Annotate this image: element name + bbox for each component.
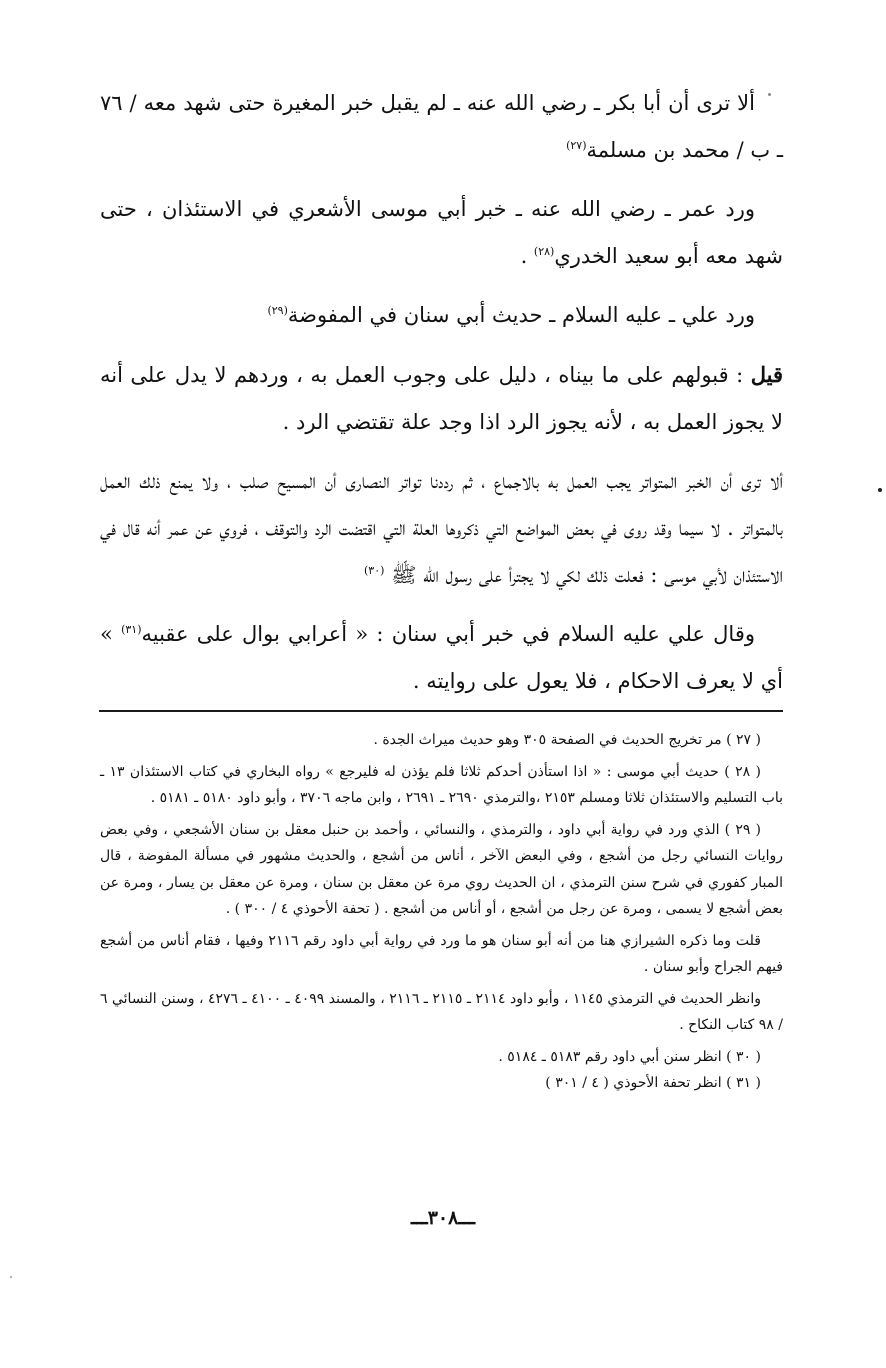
footnote-28: ( ٢٨ ) حديث أبي موسى : « اذا استأذن أحدكم ثلاثا فلم يؤذن له فليرجع » رواه البخاري في كتاب الاستئذان ١٣ ـ باب التسليم والاستئذان ثلاثا ومسلم ٢١٥٣ ،والترمذي ٢٦٩٠ ـ ٢٦٩١ ، وابن ماجه ٣٧٠٦ ، وأبو داود ٥١٨٠ ـ ٥١٨١ . [100, 763, 783, 806]
paragraph-abu-sinan: وقال علي عليه السلام في خبر أبي سنان : « أعرابي بوال على عقبيه$^{(٣١)}$ » أي لا يعرف الاحكام ، فلا يعول على روايته . [100, 622, 783, 693]
main-text [100, 80, 783, 717]
footnote-ref-31: (٣١) [121, 623, 142, 636]
paragraph-abu-bakr: ألا ترى أن أبا بكر ـ رضي الله عنه ـ لم يقبل خبر المغيرة حتى شهد معه / ٧٦ ـ ب / محمد بن مسلمة$^{(٢٧)}$ [100, 91, 783, 162]
term-qila: قيل [750, 362, 783, 387]
page-number: ـــ٣٠٨ـــ [410, 1207, 476, 1229]
paragraph-qila: قيل : قبولهم على ما بيناه ، دليل على وجوب العمل به ، وردهم لا يدل على أنه لا يجوز العمل به ، لأنه يجوز الرد اذا وجد علة تقتضي الرد . [100, 362, 783, 434]
footnote-27: ( ٢٧ ) مر تخريج الحديث في الصفحة ٣٠٥ وهو حديث ميراث الجدة . [373, 732, 761, 748]
paragraph-mutawatir: ألا ترى أن الخبر المتواتر يجب العمل به بالاجماع ، ثم رددنا تواتر النصارى أن المسيح صلب ، ولا يمنع ذلك العمل بالمتواتر . لا سيما وقد روى في بعض المواضع التي ذكروها العلة التي اقتضت الرد والتوقف ، فروي عن عمر أنه قال في الاستئذان لأبي موسى : فعلت ذلك لكي لا يجترأ على رسول الله ﷺ $^{(٣٠)}$ [100, 469, 783, 587]
footnote-ref-30: (٣٠) [363, 564, 385, 577]
footnote-29-references: وانظر الحديث في الترمذي ١١٤٥ ، وأبو داود ٢١١٤ ـ ٢١١٥ ـ ٢١١٦ ، والمسند ٤٠٩٩ ـ ٤١٠٠ ـ ٤٢٧٦ ، وسنن النسائي ٦ / ٩٨ كتاب النكاح . [100, 990, 783, 1033]
scan-speck [10, 1276, 12, 1278]
scan-speck [768, 93, 771, 96]
footnote-ref-29: (٢٩) [267, 304, 288, 317]
footnote-30: ( ٣٠ ) انظر سنن أبي داود رقم ٥١٨٣ ـ ٥١٨٤ . [498, 1048, 761, 1065]
footnote-separator [99, 710, 783, 712]
footnote-29-comment: قلت وما ذكره الشيرازي هنا من أنه أبو سنان هو ما ورد في رواية أبي داود رقم ٢١١٦ وفيها ، فقام أناس من أشجع فيهم الجراح وأبو سنان . [100, 932, 783, 975]
scan-speck [878, 488, 882, 492]
footnotes [100, 727, 783, 1097]
footnote-29: ( ٢٩ ) الذي ورد في رواية أبي داود ، والترمذي ، والنسائي ، وأحمد بن حنبل معقل بن سنان الأشجعي ، وفي بعض روايات النسائي رجل من أشجع ، وفي البعض الآخر ، أناس من أشجع ، والحديث مشهور في مسألة المفوضة ، قال المبار كفوري في شرح سنن الترمذي ، ان الحديث روي مرة عن معقل بن سنان ، ومرة عن معقل بن يسار ، ومرة عن بعض أشجع لا يسمى ، ومرة عن رجل من أشجع ، أو أناس من أشجع . ( تحفة الأحوذي ٤ / ٣٠٠ ) . [100, 821, 783, 917]
footnote-31: ( ٣١ ) انظر تحفة الأحوذي ( ٤ / ٣٠١ ) [545, 1075, 761, 1091]
footnote-ref-28: (٢٨) [533, 245, 555, 258]
footnote-ref-27: (٢٧) [566, 139, 587, 152]
paragraph-umar: ورد عمر ـ رضي الله عنه ـ خبر أبي موسى الأشعري في الاستئذان ، حتى شهد معه أبو سعيد الخدري$^{(٢٨)}$ . [100, 197, 783, 268]
paragraph-ali: ورد علي ـ عليه السلام ـ حديث أبي سنان في المفوضة$^{(٢٩)}$ [267, 303, 755, 327]
